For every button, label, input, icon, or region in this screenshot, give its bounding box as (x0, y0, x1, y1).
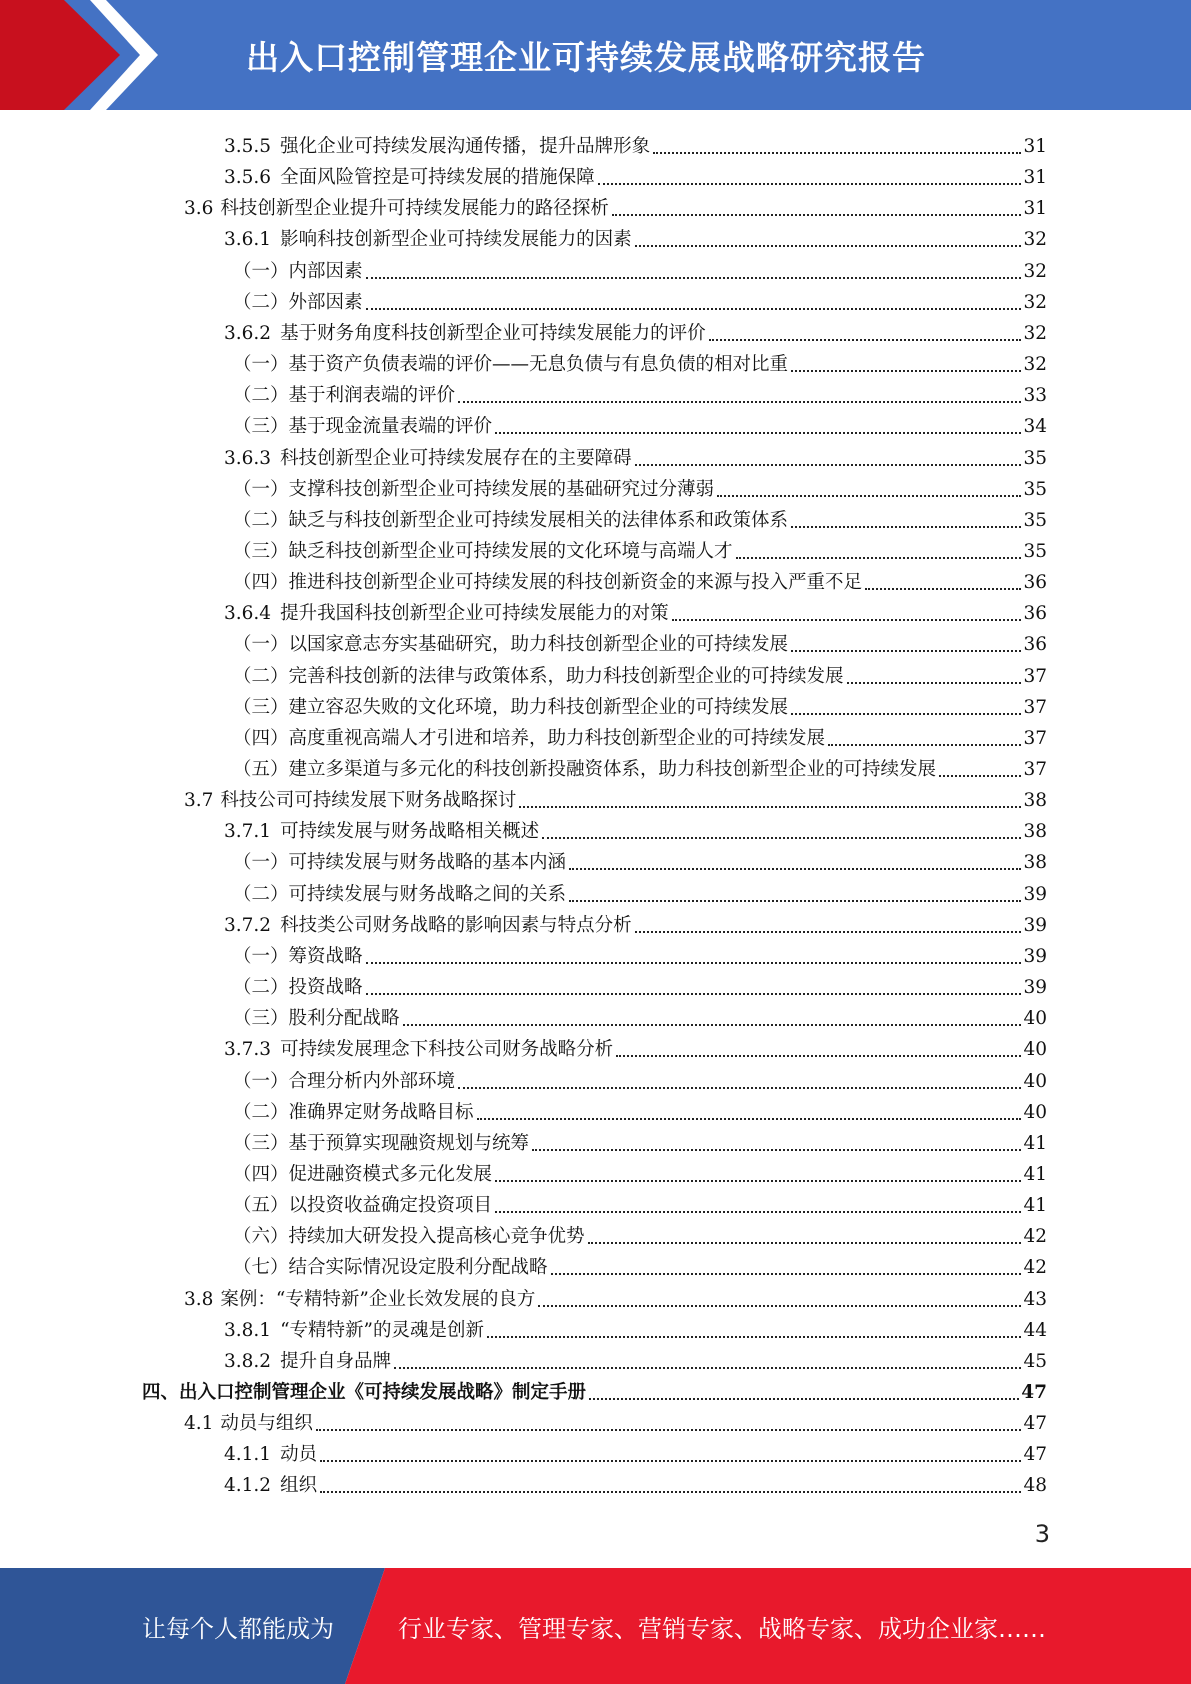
toc-entry-page: 35 (1023, 540, 1047, 562)
toc-entry[interactable] (184, 1281, 1047, 1312)
toc-entry[interactable] (233, 969, 1047, 1000)
toc-entry-number: （三） (233, 416, 289, 438)
toc-entry[interactable] (224, 1343, 1047, 1374)
toc-entry-label (233, 696, 788, 720)
toc-entry[interactable] (233, 502, 1047, 533)
toc-entry-number: 3.7.2 (224, 914, 272, 936)
toc-dot-leader (589, 1398, 1019, 1400)
toc-entry-label (233, 478, 714, 502)
toc-entry[interactable] (224, 159, 1047, 190)
footer-slogan-right: 行业专家、管理专家、营销专家、战略专家、成功企业家…… (398, 1614, 1046, 1643)
toc-entry[interactable] (233, 1249, 1047, 1280)
toc-dot-leader (495, 1211, 1021, 1213)
toc-entry-text: 以投资收益确定投资项目 (288, 1195, 493, 1217)
toc-entry-text: 建立容忍失败的文化环境，助力科技创新型企业的可持续发展 (288, 696, 789, 718)
toc-entry-label (233, 976, 363, 1000)
toc-dot-leader (588, 1242, 1022, 1244)
toc-entry-text: 高度重视高端人才引进和培养，助力科技创新型企业的可持续发展 (288, 727, 826, 749)
toc-entry[interactable] (224, 440, 1047, 471)
toc-entry-label (224, 135, 650, 159)
toc-entry-number: 3.7.3 (224, 1039, 272, 1061)
toc-entry[interactable] (233, 658, 1047, 689)
toc-dot-leader (865, 588, 1021, 590)
toc-entry-page: 47 (1023, 1444, 1047, 1466)
toc-entry-number: （一） (233, 634, 289, 656)
toc-entry-number: （四） (233, 727, 289, 749)
toc-entry-page: 37 (1023, 665, 1047, 687)
toc-entry-page: 44 (1023, 1319, 1047, 1341)
toc-entry-number: （四） (233, 1163, 289, 1185)
toc-dot-leader (828, 744, 1021, 746)
toc-entry[interactable] (233, 564, 1047, 595)
toc-entry-page: 36 (1023, 634, 1047, 656)
toc-entry-page: 39 (1023, 883, 1047, 905)
toc-entry-number: 3.6 (184, 198, 214, 220)
toc-entry[interactable] (224, 221, 1047, 252)
toc-entry-text: 动员 (280, 1444, 318, 1466)
toc-entry-label (184, 789, 516, 813)
toc-entry-page: 47 (1021, 1382, 1047, 1403)
toc-entry-page: 35 (1023, 478, 1047, 500)
toc-entry-text: 全面风险管控是可持续发展的措施保障 (280, 167, 595, 189)
toc-entry[interactable] (233, 377, 1047, 408)
toc-entry-text: 可持续发展与财务战略的基本内涵 (288, 852, 567, 874)
toc-entry-number: （一） (233, 260, 289, 282)
toc-entry[interactable] (233, 720, 1047, 751)
toc-entry-label (233, 1225, 585, 1249)
toc-entry-text: 筹资战略 (288, 945, 363, 967)
toc-entry[interactable] (233, 1187, 1047, 1218)
toc-entry-label (233, 945, 363, 969)
header-band (0, 0, 1191, 110)
toc-entry[interactable] (233, 751, 1047, 782)
toc-entry[interactable] (224, 128, 1047, 159)
toc-entry-number: 3.6.2 (224, 322, 272, 344)
toc-dot-leader (717, 495, 1021, 497)
toc-entry-text: 组织 (280, 1475, 318, 1497)
toc-entry-page: 31 (1023, 136, 1047, 157)
toc-entry-label (233, 1256, 548, 1280)
toc-entry-label (233, 1163, 492, 1187)
toc-entry-text: 准确界定财务战略目标 (288, 1101, 474, 1123)
toc-entry-text: 支撑科技创新型企业可持续发展的基础研究过分薄弱 (288, 478, 715, 500)
toc-entry-page: 43 (1023, 1288, 1047, 1310)
toc-entry-number: 3.7.1 (224, 821, 272, 843)
toc-entry-label (224, 1350, 391, 1374)
toc-entry-number: （六） (233, 1226, 289, 1248)
toc-entry-number: （三） (233, 696, 289, 718)
toc-entry-page: 38 (1023, 821, 1047, 843)
toc-entry-number: 4.1.1 (224, 1444, 272, 1466)
toc-entry-number: 3.5.5 (224, 136, 272, 157)
toc-dot-leader (791, 526, 1021, 528)
toc-entry-page: 37 (1023, 727, 1047, 749)
toc-dot-leader (635, 245, 1022, 247)
toc-entry[interactable] (233, 471, 1047, 502)
toc-entry-number: 3.8 (184, 1288, 214, 1310)
toc-entry[interactable] (233, 346, 1047, 377)
toc-entry-number: 3.8.2 (224, 1350, 272, 1372)
toc-dot-leader (394, 1367, 1021, 1369)
toc-entry[interactable] (224, 907, 1047, 938)
toc-entry-page: 39 (1023, 945, 1047, 967)
toc-entry[interactable] (224, 1312, 1047, 1343)
toc-entry-text: 强化企业可持续发展沟通传播，提升品牌形象 (280, 136, 651, 157)
toc-entry-number: （三） (233, 1132, 289, 1154)
toc-entry[interactable] (233, 844, 1047, 875)
toc-entry-text: 持续加大研发投入提高核心竞争优势 (288, 1226, 585, 1248)
toc-entry-number: （五） (233, 759, 289, 780)
toc-entry-page: 36 (1023, 572, 1047, 594)
toc-entry-number: （二） (233, 509, 289, 531)
toc-entry-text: 科技创新型企业提升可持续发展能力的路径探析 (220, 198, 609, 220)
toc-dot-leader (569, 868, 1021, 870)
toc-dot-leader (709, 339, 1022, 341)
toc-entry-text: 缺乏科技创新型企业可持续发展的文化环境与高端人才 (288, 540, 733, 562)
toc-entry[interactable] (233, 1218, 1047, 1249)
header-chevron-logo (0, 0, 160, 110)
toc-entry-page: 37 (1023, 696, 1047, 718)
toc-entry-text: 可持续发展与财务战略相关概述 (280, 821, 540, 843)
toc-entry-text: 以国家意志夯实基础研究，助力科技创新型企业的可持续发展 (288, 634, 789, 656)
toc-entry-label (224, 447, 632, 471)
toc-entry-number: 4.1.2 (224, 1475, 272, 1497)
toc-entry[interactable] (224, 813, 1047, 844)
toc-entry-label (184, 1412, 313, 1436)
toc-entry-text: 建立多渠道与多元化的科技创新投融资体系，助力科技创新型企业的可持续发展 (288, 759, 937, 780)
toc-entry-number: （四） (233, 572, 289, 594)
toc-entry[interactable] (233, 408, 1047, 439)
toc-entry-number: （一） (233, 478, 289, 500)
toc-entry-page: 39 (1023, 914, 1047, 936)
toc-entry-page: 32 (1023, 322, 1047, 344)
toc-entry-label (224, 1443, 317, 1467)
toc-entry[interactable] (233, 1000, 1047, 1031)
toc-entry-text: 股利分配战略 (288, 1008, 400, 1030)
toc-entry-label (233, 1070, 455, 1094)
toc-entry-text: 缺乏与科技创新型企业可持续发展相关的法律体系和政策体系 (288, 509, 789, 531)
toc-entry-page: 32 (1023, 260, 1047, 282)
toc-entry-number: （二） (233, 1101, 289, 1123)
toc-entry-number: （一） (233, 852, 289, 874)
toc-entry-label (233, 1007, 400, 1031)
toc-entry-page: 34 (1023, 416, 1047, 438)
toc-entry-number: 四、 (142, 1382, 180, 1403)
toc-entry[interactable] (233, 938, 1047, 969)
toc-entry[interactable] (184, 1405, 1047, 1436)
toc-entry-page: 39 (1023, 977, 1047, 999)
toc-entry[interactable] (184, 782, 1047, 813)
toc-entry-text: 科技公司可持续发展下财务战略探讨 (220, 790, 517, 812)
toc-entry[interactable] (224, 1436, 1047, 1467)
toc-entry-text: 基于现金流量表端的评价 (288, 416, 493, 438)
toc-dot-leader (939, 775, 1021, 777)
toc-entry[interactable] (233, 876, 1047, 907)
toc-dot-leader (320, 1460, 1021, 1462)
toc-entry-page: 41 (1023, 1132, 1047, 1154)
toc-dot-leader (791, 650, 1021, 652)
toc-entry-text: 科技创新型企业可持续发展存在的主要障碍 (280, 447, 632, 469)
toc-entry[interactable] (184, 190, 1047, 221)
toc-entry-text: 基于资产负债表端的评价——无息负债与有息负债的相对比重 (288, 354, 789, 376)
toc-entry-text: 科技类公司财务战略的影响因素与特点分析 (280, 914, 632, 936)
toc-entry-number: （一） (233, 1070, 289, 1092)
toc-dot-leader (487, 1336, 1021, 1338)
toc-entry-page: 40 (1023, 1039, 1047, 1061)
toc-dot-leader (495, 1180, 1021, 1182)
toc-entry-label (233, 415, 492, 439)
toc-entry-number: （五） (233, 1195, 289, 1217)
page-number: 3 (1034, 1520, 1050, 1548)
toc-dot-leader (551, 1273, 1022, 1275)
toc-entry[interactable] (233, 1063, 1047, 1094)
toc-entry-text: 推进科技创新型企业可持续发展的科技创新资金的来源与投入严重不足 (288, 572, 863, 594)
toc-dot-leader (538, 1305, 1021, 1307)
toc-entry-label (233, 883, 566, 907)
toc-entry-label (142, 1381, 586, 1405)
toc-entry-label (233, 665, 844, 689)
toc-dot-leader (532, 1149, 1021, 1151)
toc-entry-label (233, 384, 455, 408)
toc-entry-label (224, 228, 632, 252)
toc-entry-page: 38 (1023, 790, 1047, 812)
toc-entry-label (233, 1101, 474, 1125)
toc-entry-page: 41 (1023, 1163, 1047, 1185)
toc-dot-leader (635, 931, 1022, 933)
toc-dot-leader (672, 619, 1022, 621)
toc-entry[interactable] (233, 689, 1047, 720)
toc-dot-leader (542, 837, 1021, 839)
toc-entry-page: 40 (1023, 1101, 1047, 1123)
toc-dot-leader (366, 277, 1022, 279)
toc-entry-page: 31 (1023, 198, 1047, 220)
toc-dot-leader (612, 214, 1022, 216)
toc-entry[interactable] (233, 1094, 1047, 1125)
toc-entry-label (233, 727, 825, 751)
toc-entry[interactable] (233, 253, 1047, 284)
toc-entry-page: 42 (1023, 1226, 1047, 1248)
toc-dot-leader (320, 1491, 1021, 1493)
toc-entry-number: （二） (233, 977, 289, 999)
toc-entry-number: 3.7 (184, 790, 214, 812)
toc-entry-text: 影响科技创新型企业可持续发展能力的因素 (280, 229, 632, 251)
toc-dot-leader (366, 993, 1022, 995)
toc-entry-text: 提升自身品牌 (280, 1350, 392, 1372)
toc-dot-leader (736, 557, 1022, 559)
toc-entry-page: 42 (1023, 1257, 1047, 1279)
toc-entry-number: 3.6.1 (224, 229, 272, 251)
toc-entry[interactable] (233, 626, 1047, 657)
toc-entry-number: （二） (233, 291, 289, 313)
toc-entry[interactable] (142, 1374, 1047, 1405)
toc-entry-label (224, 820, 539, 844)
toc-entry-page: 35 (1023, 509, 1047, 531)
toc-entry-text: 基于预算实现融资规划与统筹 (288, 1132, 530, 1154)
page-title: 出入口控制管理企业可持续发展战略研究报告 (246, 37, 926, 77)
toc-dot-leader (366, 308, 1022, 310)
toc-dot-leader (847, 682, 1022, 684)
toc-entry-label (224, 1038, 613, 1062)
toc-dot-leader (616, 1055, 1021, 1057)
toc-entry[interactable] (233, 1125, 1047, 1156)
toc-entry-text: 外部因素 (288, 291, 363, 313)
toc-entry-text: 基于利润表端的评价 (288, 385, 456, 407)
toc-dot-leader (477, 1118, 1022, 1120)
toc-entry-text: 案例：“专精特新”企业长效发展的良方 (220, 1288, 536, 1310)
toc-entry-number: （二） (233, 883, 289, 905)
toc-entry-number: （二） (233, 665, 289, 687)
toc-entry-text: 完善科技创新的法律与政策体系，助力科技创新型企业的可持续发展 (288, 665, 844, 687)
toc-entry[interactable] (224, 1031, 1047, 1062)
toc-entry-page: 45 (1023, 1350, 1047, 1372)
toc-entry-text: 内部因素 (288, 260, 363, 282)
toc-entry[interactable] (233, 533, 1047, 564)
toc-entry-page: 36 (1023, 603, 1047, 625)
toc-dot-leader (791, 713, 1021, 715)
toc-entry-text: 可持续发展与财务战略之间的关系 (288, 883, 567, 905)
toc-entry-number: 3.5.6 (224, 167, 272, 189)
toc-entry-label (184, 1288, 535, 1312)
toc-dot-leader (791, 370, 1021, 372)
toc-entry-label (233, 540, 733, 564)
toc-dot-leader (403, 1024, 1022, 1026)
toc-entry-number: 3.6.4 (224, 603, 272, 625)
toc-entry-number: （二） (233, 385, 289, 407)
toc-dot-leader (458, 1087, 1021, 1089)
toc-entry-number: （七） (233, 1257, 289, 1279)
toc-entry-page: 40 (1023, 1070, 1047, 1092)
toc-entry-label (233, 851, 566, 875)
toc-entry-label (233, 260, 363, 284)
toc-entry-number: （一） (233, 354, 289, 376)
toc-entry-label (233, 633, 788, 657)
toc-entry-label (233, 1194, 492, 1218)
toc-dot-leader (316, 1429, 1022, 1431)
toc-entry-text: “专精特新”的灵魂是创新 (280, 1319, 484, 1341)
toc-dot-leader (495, 432, 1021, 434)
toc-entry-label (233, 291, 363, 315)
toc-entry-label (233, 571, 862, 595)
toc-entry[interactable] (224, 595, 1047, 626)
toc-entry-text: 可持续发展理念下科技公司财务战略分析 (280, 1039, 614, 1061)
toc-entry-page: 32 (1023, 229, 1047, 251)
toc-entry-page: 37 (1023, 759, 1047, 780)
toc-dot-leader (569, 900, 1021, 902)
toc-entry-label (233, 1132, 529, 1156)
toc-entry-label (224, 1319, 484, 1343)
toc-entry-label (233, 509, 788, 533)
toc-dot-leader (653, 152, 1021, 154)
toc-dot-leader (519, 806, 1021, 808)
toc-entry-text: 结合实际情况设定股利分配战略 (288, 1257, 548, 1279)
toc-entry-label (224, 602, 669, 626)
toc-entry-label (224, 322, 706, 346)
toc-entry[interactable] (233, 1156, 1047, 1187)
toc-entry-number: （三） (233, 1008, 289, 1030)
toc-dot-leader (458, 401, 1021, 403)
toc-entry-page: 48 (1023, 1475, 1047, 1497)
toc-entry-number: 4.1 (184, 1413, 214, 1435)
toc-entry-number: （一） (233, 945, 289, 967)
toc-entry-text: 基于财务角度科技创新型企业可持续发展能力的评价 (280, 322, 706, 344)
toc-entry-number: （三） (233, 540, 289, 562)
toc-entry[interactable] (224, 315, 1047, 346)
toc-entry-page: 47 (1023, 1413, 1047, 1435)
toc-entry-page: 35 (1023, 447, 1047, 469)
toc-entry-label (224, 1474, 317, 1498)
toc-entry-text: 动员与组织 (220, 1413, 313, 1435)
toc-entry-page: 31 (1023, 167, 1047, 189)
toc-entry[interactable] (224, 1467, 1047, 1498)
toc-dot-leader (366, 962, 1022, 964)
toc-entry-label (233, 353, 788, 377)
toc-entry-page: 32 (1023, 354, 1047, 376)
toc-entry-label (184, 197, 609, 221)
toc-entry-label (233, 758, 936, 782)
toc-entry-text: 提升我国科技创新型企业可持续发展能力的对策 (280, 603, 669, 625)
toc-entry-text: 投资战略 (288, 977, 363, 999)
toc-entry-page: 40 (1023, 1008, 1047, 1030)
toc-entry-number: 3.6.3 (224, 447, 272, 469)
toc-entry-page: 33 (1023, 385, 1047, 407)
footer-band (0, 1568, 1191, 1684)
toc-entry-text: 合理分析内外部环境 (288, 1070, 456, 1092)
footer-slogan-left: 让每个人都能成为 (142, 1614, 334, 1643)
toc-entry[interactable] (233, 284, 1047, 315)
toc-entry-text: 促进融资模式多元化发展 (288, 1163, 493, 1185)
toc-entry-label (224, 914, 632, 938)
toc-entry-number: 3.8.1 (224, 1319, 272, 1341)
toc-dot-leader (635, 464, 1022, 466)
toc-dot-leader (598, 183, 1022, 185)
toc-entry-text: 出入口控制管理企业《可持续发展战略》制定手册 (179, 1382, 587, 1403)
toc-entry-label (224, 166, 595, 190)
toc-entry-page: 38 (1023, 852, 1047, 874)
toc-entry-page: 32 (1023, 291, 1047, 313)
toc-entry-page: 41 (1023, 1195, 1047, 1217)
